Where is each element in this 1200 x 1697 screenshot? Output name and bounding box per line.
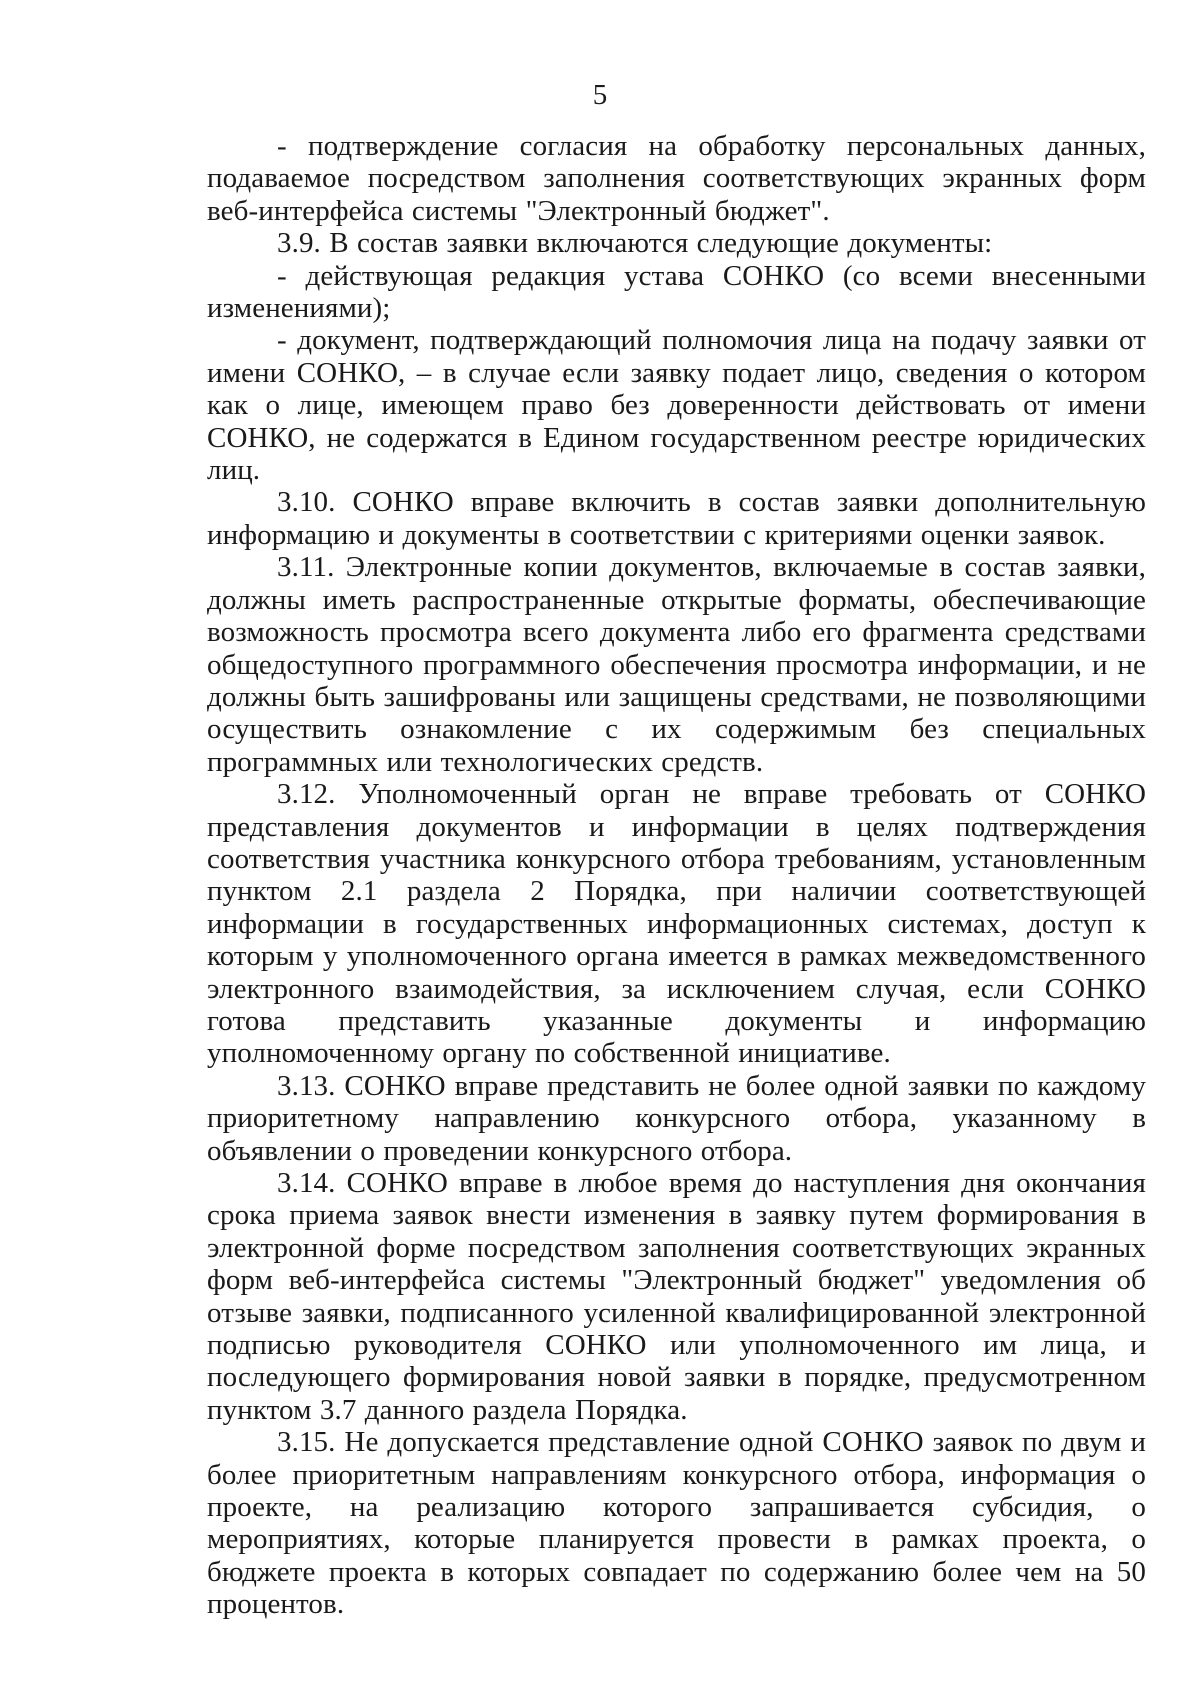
paragraph-3-12: 3.12. Уполномоченный орган не вправе требовать от СОНКО представления документов и информации в целях подтверждения соответствия участника конкурсного отбора требованиям, установленным пунктом 2.1 раздела 2 Порядка, при наличии соответствующей информации в государственных информационных системах, доступ к которым у уполномоченного органа имеется в рамках межведомственного электронного взаимодействия, за исключением случая, если СОНКО готова представить указанные документы и информацию уполномоченному органу по собственной инициативе.	[207, 778, 1146, 1070]
paragraph-3-15: 3.15. Не допускается представление одной СОНКО заявок по двум и более приоритетным направлениям конкурсного отбора, информация о проекте, на реализацию которого запрашивается субсидия, о мероприятиях, которые планируется провести в рамках проекта, о бюджете проекта в которых совпадает по содержанию более чем на 50 процентов.	[207, 1426, 1146, 1621]
paragraph-3-11: 3.11. Электронные копии документов, включаемые в состав заявки, должны иметь распространенные открытые форматы, обеспечивающие возможность просмотра всего документа либо его фрагмента средствами общедоступного программного обеспечения просмотра информации, и не должны быть зашифрованы или защищены средствами, не позволяющими осуществить ознакомление с их содержимым без специальных программных или технологических средств.	[207, 551, 1146, 778]
paragraph-authority-document: - документ, подтверждающий полномочия лица на подачу заявки от имени СОНКО, – в случае если заявку подает лицо, сведения о котором как о лице, имеющем право без доверенности действовать от имени СОНКО, не содержатся в Едином государственном реестре юридических лиц.	[207, 324, 1146, 487]
paragraph-3-13: 3.13. СОНКО вправе представить не более одной заявки по каждому приоритетному направлению конкурсного отбора, указанному в объявлении о проведении конкурсного отбора.	[207, 1069, 1146, 1167]
document-body	[207, 130, 1146, 1621]
paragraph-consent: - подтверждение согласия на обработку персональных данных, подаваемое посредством заполнения соответствующих экранных форм веб-интерфейса системы "Электронный бюджет".	[207, 130, 1146, 227]
paragraph-3-10: 3.10. СОНКО вправе включить в состав заявки дополнительную информацию и документы в соответствии с критериями оценки заявок.	[207, 486, 1146, 551]
paragraph-charter: - действующая редакция устава СОНКО (со всеми внесенными изменениями);	[207, 259, 1146, 325]
paragraph-3-9: 3.9. В состав заявки включаются следующие документы:	[277, 227, 993, 260]
page-number: 5	[592, 79, 608, 111]
paragraph-3-14: 3.14. СОНКО вправе в любое время до наступления дня окончания срока приема заявок внести изменения в заявку путем формирования в электронной форме посредством заполнения соответствующих экранных форм веб-интерфейса системы "Электронный бюджет" уведомления об отзыве заявки, подписанного усиленной квалифицированной электронной подписью руководителя СОНКО или уполномоченного им лица, и последующего формирования новой заявки в порядке, предусмотренном пунктом 3.7 данного раздела Порядка.	[207, 1167, 1146, 1426]
